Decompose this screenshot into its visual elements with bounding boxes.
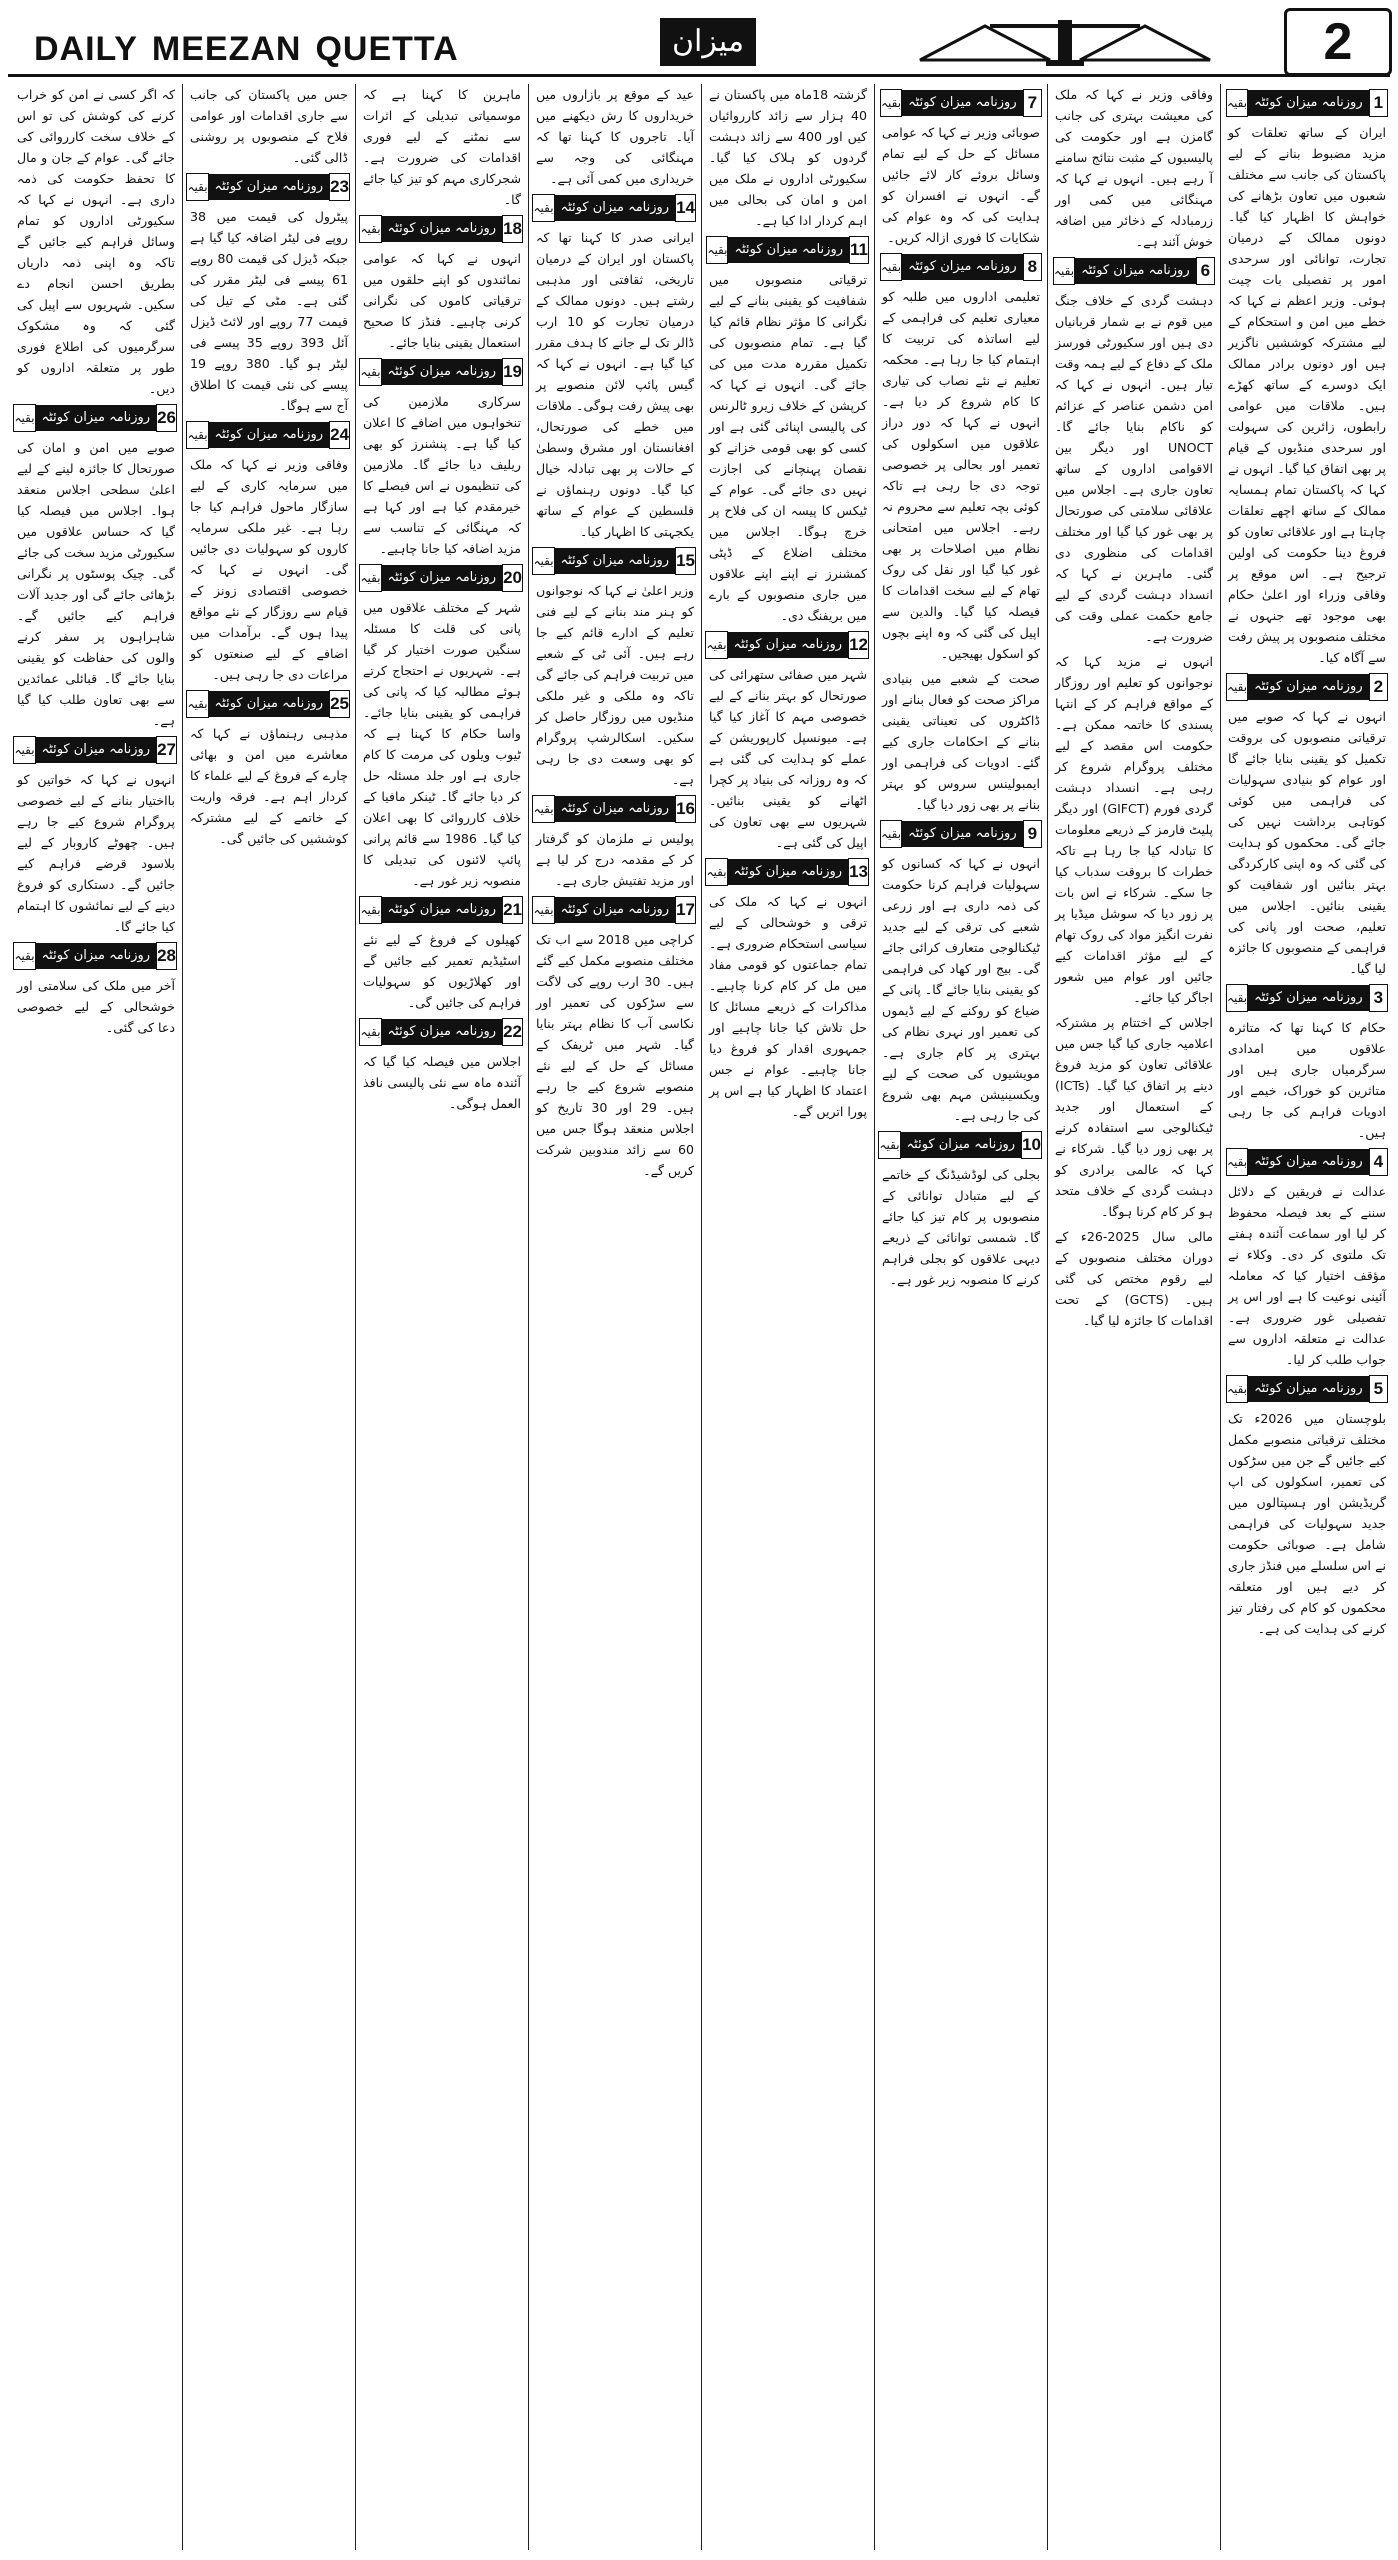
article-paragraph: صوبائی وزیر نے کہا کہ عوامی مسائل کے حل کے لیے تمام وسائل بروئے کار لائے جائیں گے۔ انہوں نے افسران کو ہدایت کی کہ وہ عوام کی شکایات کا فوری ازالہ کریں۔ (882, 125, 1040, 245)
continuation-heading (534, 796, 696, 822)
article-paragraph: وفاقی وزیر نے کہا کہ ملک کی معیشت بہتری کی جانب گامزن ہے اور حکومت کی پالیسیوں کے مثبت نتائج سامنے آ رہے ہیں۔ انہوں نے کہا کہ مہنگائی میں کمی اور زرمبادلہ کے ذخائر میں اضافہ خوش آئند ہے۔ (1055, 87, 1213, 249)
article-paragraph: گزشتہ 18ماہ میں پاکستان نے 40 ہزار سے زائد کارروائیاں کیں اور 400 سے زائد دہشت گردوں کو ہلاک کیا گیا۔ سکیورٹی اداروں نے ملک میں امن و امان کی بحالی میں اہم کردار ادا کیا ہے۔ (709, 87, 867, 228)
heading-number: 3 (1369, 984, 1388, 1012)
heading-number: 8 (1023, 253, 1042, 281)
brand-word-daily: DAILY (34, 30, 138, 68)
masthead-rule (8, 74, 1390, 77)
heading-number: 13 (848, 858, 869, 886)
article-paragraph: ایران کے ساتھ تعلقات کو مزید مضبوط بنانے کے لیے پاکستان کی جانب سے مختلف شعبوں میں تعاون بڑھانے کی خواہش کا اظہار کیا گیا۔ دونوں ممالک کے درمیان تجارت، توانائی اور سرحدی امور پر تفصیلی بات چیت ہوئی۔ وزیر اعظم نے کہا کہ خطے میں امن و استحکام کے لیے مشترکہ کوششیں ناگزیر ہیں اور دونوں برادر ممالک ایک دوسرے کے ساتھ کھڑے ہیں۔ ملاقات میں عوامی رابطوں، زائرین کی سہولت اور سرحدی منڈیوں کے قیام پر بھی اتفاق کیا گیا۔ انہوں نے کہا کہ پاکستان تمام ہمسایہ ممالک کے ساتھ اچھے تعلقات چاہتا ہے اور علاقائی تعاون کو فروغ دینا حکومت کی اولین ترجیح ہے۔ اس موقع پر وفاقی وزراء اور اعلیٰ حکام بھی موجود تھے جنہوں نے مختلف منصوبوں پر پیش رفت سے آگاہ کیا۔ (1228, 125, 1386, 665)
column-divider (874, 84, 875, 2550)
article-paragraph: بجلی کی لوڈشیڈنگ کے خاتمے کے لیے متبادل توانائی کے منصوبوں پر کام تیز کیا جائے گا۔ شمسی توانائی کے ذریعے دیہی علاقوں کو بجلی فراہم کرنے کا منصوبہ زیر غور ہے۔ (882, 1167, 1040, 1287)
article-paragraph: حکام کا کہنا تھا کہ متاثرہ علاقوں میں امدادی سرگرمیاں جاری ہیں اور متاثرین کو خوراک، خیمے اور ادویات فراہم کی جا رہی ہیں۔ (1228, 1020, 1386, 1140)
heading-tag: بقیہ (1053, 257, 1075, 285)
heading-tag: بقیہ (186, 173, 208, 201)
heading-label: روزنامہ میزان کوئٹہ (1248, 985, 1369, 1011)
heading-number: 1 (1369, 89, 1388, 117)
heading-label: روزنامہ میزان کوئٹہ (1075, 258, 1196, 284)
heading-label: روزنامہ میزان کوئٹہ (209, 422, 330, 448)
continuation-heading (361, 1019, 523, 1045)
continuation-heading (1226, 985, 1388, 1011)
continuation-heading (361, 216, 523, 242)
article-paragraph: دہشت گردی کے خلاف جنگ میں قوم نے بے شمار قربانیاں دی ہیں اور سکیورٹی فورسز ملک کے دفاع کے لیے ہمہ وقت تیار ہیں۔ انہوں نے کہا کہ امن دشمن عناصر کے عزائم کو ناکام بنایا جائے گا۔ UNOCT اور دیگر بین الاقوامی اداروں کے ساتھ تعاون جاری ہے۔ اجلاس میں علاقائی سلامتی کی صورتحال پر بھی غور کیا گیا اور مختلف اقدامات کی منظوری دی گئی۔ ماہرین نے کہا کہ انسداد دہشت گردی کے لیے جامع حکمت عملی وقت کی ضرورت ہے۔ (1055, 293, 1213, 644)
article-paragraph: عدالت نے فریقین کے دلائل سننے کے بعد فیصلہ محفوظ کر لیا اور سماعت آئندہ ہفتے تک ملتوی کر دی۔ وکلاء نے مؤقف اختیار کیا کہ معاملہ آئینی نوعیت کا ہے اور اس پر تفصیلی غور ضروری ہے۔ عدالت نے متعلقہ اداروں سے جواب طلب کر لیا۔ (1228, 1184, 1386, 1367)
column-divider (1047, 84, 1048, 2550)
column-divider (701, 84, 702, 2550)
article-paragraph: کراچی میں 2018 سے اب تک مختلف منصوبے مکمل کیے گئے ہیں۔ 30 ارب روپے کی لاگت سے سڑکوں کی تعمیر اور نکاسی آب کا نظام بہتر بنایا گیا۔ شہر میں ٹریفک کے مسائل کے حل کے لیے نئے منصوبے شروع کیے جا رہے ہیں۔ 29 اور 30 تاریخ کو اجلاس منعقد ہوگا جس میں 60 سے زائد مندوبین شرکت کریں گے۔ (536, 932, 694, 1178)
article-paragraph: کہ اگر کسی نے امن کو خراب کرنے کی کوشش کی تو اس کے خلاف سخت کارروائی کی جائے گی۔ عوام کے جان و مال کا تحفظ حکومت کی ذمہ داری ہے۔ انہوں نے کہا کہ سکیورٹی اداروں کو تمام وسائل فراہم کیے جائیں گے تاکہ وہ اپنی ذمہ داریاں بطریق احسن انجام دے سکیں۔ شہریوں سے اپیل کی گئی کہ وہ مشکوک سرگرمیوں کی اطلاع فوری طور پر متعلقہ اداروں کو دیں۔ (17, 87, 175, 396)
brand-word-meezan: MEEZAN (151, 30, 302, 68)
heading-label: روزنامہ میزان کوئٹہ (728, 859, 849, 885)
heading-number: 4 (1369, 1148, 1388, 1176)
article-paragraph: وفاقی وزیر نے کہا کہ ملک میں سرمایہ کاری کے لیے سازگار ماحول فراہم کیا جا رہا ہے۔ غیر ملکی سرمایہ کاروں کو سہولیات دی جائیں گی۔ انہوں نے کہا کہ خصوصی اقتصادی زونز کے قیام سے روزگار کے نئے مواقع پیدا ہوں گے۔ برآمدات میں اضافے کے لیے صنعتوں کو مراعات دی جا رہی ہیں۔ (190, 457, 348, 682)
heading-label: روزنامہ میزان کوئٹہ (209, 174, 330, 200)
heading-label: روزنامہ میزان کوئٹہ (901, 1132, 1022, 1158)
heading-label: روزنامہ میزان کوئٹہ (555, 796, 676, 822)
continuation-heading (188, 174, 350, 200)
article-paragraph: صوبے میں امن و امان کی صورتحال کا جائزہ لینے کے لیے اعلیٰ سطحی اجلاس منعقد ہوا۔ اجلاس میں فیصلہ کیا گیا کہ حساس علاقوں میں سکیورٹی مزید سخت کی جائے گی۔ چیک پوسٹوں پر نگرانی بڑھائی جائے گی اور جدید آلات فراہم کیے جائیں گے۔ شاہراہوں پر سفر کرنے والوں کی حفاظت کو یقینی بنایا جائے گا۔ قبائلی عمائدین سے بھی تعاون طلب کیا گیا ہے۔ (17, 440, 175, 728)
brand-word-quetta: QUETTA (315, 30, 459, 68)
heading-number: 2 (1369, 673, 1388, 701)
meezan-logo: میزان (660, 18, 756, 66)
heading-number: 19 (502, 358, 523, 386)
heading-tag: بقیہ (532, 795, 554, 823)
heading-label: روزنامہ میزان کوئٹہ (36, 943, 157, 969)
continuation-heading (361, 565, 523, 591)
continuation-heading (880, 90, 1042, 116)
heading-number: 11 (849, 236, 869, 264)
heading-tag: بقیہ (359, 896, 381, 924)
continuation-heading (15, 943, 177, 969)
page-number-badge: 2 (1284, 8, 1392, 76)
heading-label: روزنامہ میزان کوئٹہ (1248, 90, 1369, 116)
heading-label: روزنامہ میزان کوئٹہ (382, 565, 503, 591)
heading-tag: بقیہ (705, 631, 727, 659)
article-paragraph: عید کے موقع پر بازاروں میں خریداروں کا رش دیکھنے میں آیا۔ تاجروں کا کہنا تھا کہ مہنگائی کی وجہ سے خریداری میں کمی آئی ہے۔ (536, 87, 694, 186)
heading-tag: بقیہ (532, 547, 554, 575)
article-paragraph: کھیلوں کے فروغ کے لیے نئے اسٹیڈیم تعمیر کیے جائیں گے اور کھلاڑیوں کو سہولیات فراہم کی جائیں گی۔ (363, 932, 521, 1010)
heading-tag: بقیہ (880, 820, 902, 848)
heading-tag: بقیہ (13, 404, 35, 432)
article-paragraph: اجلاس میں فیصلہ کیا گیا کہ آئندہ ماہ سے نئی پالیسی نافذ العمل ہوگی۔ (363, 1054, 521, 1111)
heading-number: 27 (156, 736, 177, 764)
heading-label: روزنامہ میزان کوئٹہ (382, 359, 503, 385)
column-3 (878, 84, 1044, 2550)
continuation-heading (361, 359, 523, 385)
heading-tag: بقیہ (878, 1131, 900, 1159)
heading-label: روزنامہ میزان کوئٹہ (1248, 1149, 1369, 1175)
heading-tag: بقیہ (532, 896, 554, 924)
heading-label: روزنامہ میزان کوئٹہ (36, 405, 157, 431)
heading-label: روزنامہ میزان کوئٹہ (382, 216, 503, 242)
article-paragraph: سرکاری ملازمین کی تنخواہوں میں اضافے کا اعلان کیا گیا ہے۔ پنشنرز کو بھی ریلیف دیا جائے گا۔ ملازمین کی تنظیموں نے اس فیصلے کا خیرمقدم کیا ہے اور کہا ہے کہ مہنگائی کے تناسب سے مزید اضافہ کیا جانا چاہیے۔ (363, 394, 521, 556)
continuation-heading (188, 422, 350, 448)
column-divider (182, 84, 183, 2550)
heading-tag: بقیہ (706, 236, 728, 264)
continuation-heading (707, 237, 869, 263)
heading-tag: بقیہ (186, 421, 208, 449)
heading-label: روزنامہ میزان کوئٹہ (555, 195, 676, 221)
heading-label: روزنامہ میزان کوئٹہ (36, 737, 157, 763)
article-paragraph: انہوں نے مزید کہا کہ نوجوانوں کو تعلیم اور روزگار کے مواقع فراہم کر کے انتہا پسندی کا خاتمہ ممکن ہے۔ حکومت اس مقصد کے لیے مختلف پروگرام شروع کر رہی ہے۔ انسداد دہشت گردی فورم (GIFCT) اور دیگر پلیٹ فارمز کے ذریعے معلومات کا تبادلہ کیا جا رہا ہے تاکہ خطرات کا بروقت سدباب کیا جا سکے۔ شرکاء نے اس بات پر زور دیا کہ سوشل میڈیا پر نفرت انگیز مواد کی روک تھام کے لیے مؤثر اقدامات کیے جائیں اور عوام میں شعور اجاگر کیا جائے۔ (1055, 654, 1213, 1005)
heading-number: 18 (502, 215, 523, 243)
column-1 (1224, 84, 1390, 2550)
heading-number: 23 (329, 173, 350, 201)
continuation-heading (15, 737, 177, 763)
heading-tag: بقیہ (880, 253, 902, 281)
heading-number: 17 (675, 896, 696, 924)
heading-tag: بقیہ (532, 194, 554, 222)
heading-label: روزنامہ میزان کوئٹہ (555, 548, 676, 574)
continuation-heading (1053, 258, 1215, 284)
article-paragraph: ماہرین کا کہنا ہے کہ موسمیاتی تبدیلی کے اثرات سے نمٹنے کے لیے فوری اقدامات کی ضرورت ہے۔ شجرکاری مہم کو تیز کیا جائے گا۔ (363, 87, 521, 207)
heading-number: 26 (156, 404, 177, 432)
heading-number: 28 (156, 942, 177, 970)
heading-tag: بقیہ (705, 858, 727, 886)
column-4 (705, 84, 871, 2550)
heading-label: روزنامہ میزان کوئٹہ (1248, 674, 1369, 700)
heading-label: روزنامہ میزان کوئٹہ (209, 691, 330, 717)
article-paragraph: بلوچستان میں 2026ء تک مختلف ترقیاتی منصوبے مکمل کیے جائیں گے جن میں سڑکوں کی تعمیر، اسکولوں کی اپ گریڈیشن اور ہسپتالوں میں جدید سہولیات کی فراہمی شامل ہے۔ صوبائی حکومت نے اس سلسلے میں فنڈز جاری کر دیے ہیں اور متعلقہ محکموں کو کام کی رفتار تیز کرنے کی ہدایت کی ہے۔ (1228, 1411, 1386, 1636)
continuation-heading (707, 859, 869, 885)
heading-number: 15 (675, 547, 696, 575)
heading-number: 12 (848, 631, 869, 659)
heading-label: روزنامہ میزان کوئٹہ (555, 897, 676, 923)
article-paragraph: تعلیمی اداروں میں طلبہ کو معیاری تعلیم کی فراہمی کے لیے اساتذہ کی تربیت کا اہتمام کیا جا رہا ہے۔ محکمہ تعلیم نے نئے نصاب کی تیاری کا کام شروع کر دیا ہے۔ انہوں نے کہا کہ دور دراز علاقوں میں اسکولوں کی تعمیر اور بحالی پر خصوصی توجہ دی جا رہی ہے تاکہ کوئی بچہ تعلیم سے محروم نہ رہے۔ اجلاس میں امتحانی نظام میں اصلاحات پر بھی غور کیا گیا اور نقل کی روک تھام کے لیے سخت اقدامات کا فیصلہ کیا گیا۔ والدین سے اپیل کی گئی کہ وہ اپنے بچوں کو اسکول بھیجیں۔ (882, 289, 1040, 661)
article-paragraph: پولیس نے ملزمان کو گرفتار کر کے مقدمہ درج کر لیا ہے اور مزید تفتیش جاری ہے۔ (536, 831, 694, 888)
continuation-heading (880, 254, 1042, 280)
continuation-heading (1226, 1149, 1388, 1175)
heading-label: روزنامہ میزان کوئٹہ (902, 254, 1023, 280)
article-paragraph: آخر میں ملک کی سلامتی اور خوشحالی کے لیے خصوصی دعا کی گئی۔ (17, 978, 175, 1035)
heading-tag: بقیہ (13, 942, 35, 970)
heading-number: 21 (502, 896, 523, 924)
heading-tag: بقیہ (1226, 673, 1248, 701)
heading-number: 6 (1196, 257, 1215, 285)
continuation-heading (361, 897, 523, 923)
continuation-heading (1226, 1376, 1388, 1402)
heading-tag: بقیہ (1226, 1375, 1248, 1403)
column-divider (528, 84, 529, 2550)
heading-tag: بقیہ (880, 89, 902, 117)
article-paragraph: مذہبی رہنماؤں نے کہا کہ معاشرے میں امن و بھائی چارے کے فروغ کے لیے علماء کا کردار اہم ہے۔ فرقہ واریت کے خاتمے کے لیے مشترکہ کوششیں کی جائیں گی۔ (190, 726, 348, 846)
heading-label: روزنامہ میزان کوئٹہ (382, 1019, 503, 1045)
article-paragraph: مالی سال 2025-26ء کے دوران مختلف منصوبوں کے لیے رقوم مختص کی گئی ہیں۔ (GCTS) کے تحت اقدامات کا جائزہ لیا گیا۔ (1055, 1229, 1214, 1328)
column-divider (1220, 84, 1221, 2550)
article-paragraph: وزیر اعلیٰ نے کہا کہ نوجوانوں کو ہنر مند بنانے کے لیے فنی تعلیم کے ادارے قائم کیے جا رہے ہیں۔ آئی ٹی کے شعبے میں تربیت فراہم کی جائے گی تاکہ وہ ملکی و غیر ملکی منڈیوں میں روزگار حاصل کر سکیں۔ اسکالرشپ پروگرام کو بھی وسعت دی جا رہی ہے۔ (536, 583, 694, 787)
heading-label: روزنامہ میزان کوئٹہ (902, 90, 1023, 116)
heading-number: 9 (1023, 820, 1042, 848)
heading-tag: بقیہ (186, 690, 208, 718)
article-paragraph: شہر کے مختلف علاقوں میں پانی کی قلت کا مسئلہ سنگین صورت اختیار کر گیا ہے۔ شہریوں نے احتجاج کرتے ہوئے مطالبہ کیا کہ پانی کی فراہمی کو یقینی بنایا جائے۔ واسا حکام کا کہنا ہے کہ ٹیوب ویلوں کی مرمت کا کام جاری ہے اور جلد مسئلہ حل کر دیا جائے گا۔ ٹینکر مافیا کے خلاف کارروائی کا بھی اعلان کیا گیا۔ 1986 سے قائم پرانی پائپ لائنوں کی تبدیلی کا منصوبہ زیر غور ہے۔ (363, 600, 521, 888)
article-paragraph: ایرانی صدر کا کہنا تھا کہ پاکستان اور ایران کے درمیان تاریخی، ثقافتی اور مذہبی رشتے ہیں۔ دونوں ممالک کے درمیان تجارت کو 10 ارب ڈالر تک لے جانے کا ہدف مقرر کیا گیا ہے۔ انہوں نے کہا کہ گیس پائپ لائن منصوبے پر بھی پیش رفت ہوگی۔ ملاقات میں خطے کی صورتحال، افغانستان اور مشرق وسطیٰ کے حالات پر بھی تبادلہ خیال کیا گیا۔ دونوں رہنماؤں نے فلسطین کے عوام کے ساتھ یکجہتی کا اظہار کیا۔ (536, 230, 694, 539)
newspaper-name (34, 30, 473, 69)
heading-label: روزنامہ میزان کوئٹہ (728, 632, 849, 658)
continuation-heading (880, 821, 1042, 847)
continuation-heading (188, 691, 350, 717)
article-paragraph: انہوں نے کہا کہ خواتین کو بااختیار بنانے کے لیے خصوصی پروگرام شروع کیے جا رہے ہیں۔ چھوٹے کاروبار کے لیے بلاسود قرضے فراہم کیے جائیں گے۔ دستکاری کو فروغ دینے کے لیے نمائشوں کا اہتمام کیا جائے گا۔ (17, 772, 175, 934)
heading-tag: بقیہ (359, 215, 381, 243)
continuation-heading (1226, 674, 1388, 700)
article-paragraph: صحت کے شعبے میں بنیادی مراکز صحت کو فعال بنانے اور ڈاکٹروں کی تعیناتی یقینی بنانے کے احکامات جاری کیے گئے۔ ادویات کی فراہمی اور ایمبولینس سروس کو بہتر بنانے پر بھی زور دیا گیا۔ (882, 671, 1040, 812)
heading-label: روزنامہ میزان کوئٹہ (382, 897, 503, 923)
column-7 (186, 84, 352, 2550)
heading-tag: بقیہ (359, 1018, 381, 1046)
scales-of-justice-icon (900, 18, 1230, 68)
heading-number: 5 (1369, 1375, 1388, 1403)
column-6 (359, 84, 525, 2550)
heading-number: 7 (1023, 89, 1042, 117)
article-paragraph: انہوں نے کہا کہ ملک کی ترقی و خوشحالی کے لیے سیاسی استحکام ضروری ہے۔ تمام جماعتوں کو قومی مفاد میں مل کر کام کرنا چاہیے۔ مذاکرات کے ذریعے مسائل کا حل تلاش کیا جانا چاہیے اور جمہوری اقدار کو فروغ دیا جانا چاہیے۔ عوام نے جس اعتماد کا اظہار کیا ہے اس پر پورا اتریں گے۔ (709, 894, 867, 1119)
heading-tag: بقیہ (359, 358, 381, 386)
continuation-heading (534, 897, 696, 923)
heading-label: روزنامہ میزان کوئٹہ (902, 821, 1023, 847)
article-paragraph: انہوں نے کہا کہ عوامی نمائندوں کو اپنے حلقوں میں ترقیاتی کاموں کی نگرانی کرنی چاہیے۔ فنڈز کا صحیح استعمال یقینی بنایا جائے۔ (363, 251, 521, 350)
column-8 (13, 84, 179, 2550)
heading-tag: بقیہ (359, 564, 381, 592)
continuation-heading (707, 632, 869, 658)
article-paragraph: جس میں پاکستان کی جانب سے جاری اقدامات اور عوامی فلاح کے منصوبوں پر روشنی ڈالی گئی۔ (190, 87, 348, 165)
heading-label: روزنامہ میزان کوئٹہ (728, 237, 849, 263)
continuation-heading (534, 548, 696, 574)
heading-number: 10 (1021, 1131, 1042, 1159)
heading-number: 16 (675, 795, 696, 823)
heading-number: 14 (675, 194, 696, 222)
article-paragraph: شہر میں صفائی ستھرائی کی صورتحال کو بہتر بنانے کے لیے خصوصی مہم کا آغاز کیا گیا ہے۔ میونسپل کارپوریشن کے عملے کو ہدایت کی گئی ہے کہ وہ روزانہ کی بنیاد پر کچرا اٹھانے کو یقینی بنائیں۔ شہریوں سے بھی تعاون کی اپیل کی گئی ہے۔ (709, 667, 867, 850)
heading-number: 22 (502, 1018, 523, 1046)
column-divider (355, 84, 356, 2550)
heading-number: 25 (329, 690, 350, 718)
continuation-heading (15, 405, 177, 431)
article-paragraph: انہوں نے کہا کہ صوبے میں ترقیاتی منصوبوں کی بروقت تکمیل کو یقینی بنایا جائے گا اور عوام کو بنیادی سہولیات کی فراہمی میں کوئی کوتاہی برداشت نہیں کی جائے گی۔ محکموں کو ہدایت کی گئی کہ وہ اپنی کارکردگی بہتر بنائیں اور شفافیت کو یقینی بنائیں۔ اجلاس میں تعلیم، صحت اور پانی کی فراہمی کے منصوبوں کا جائزہ لیا گیا۔ (1228, 709, 1386, 976)
heading-tag: بقیہ (1226, 984, 1248, 1012)
heading-number: 24 (329, 421, 350, 449)
masthead (0, 0, 1398, 72)
continuation-heading (1226, 90, 1388, 116)
article-paragraph: پیٹرول کی قیمت میں 38 روپے فی لیٹر اضافہ کیا گیا ہے جبکہ ڈیزل کی قیمت 80 روپے 61 پیسے فی لیٹر مقرر کی گئی ہے۔ مٹی کے تیل کی قیمت 77 روپے اور لائٹ ڈیزل آئل 393 روپے 35 پیسے فی لیٹر ہو گیا۔ 380 روپے 19 پیسے کی نئی قیمت کا اطلاق آج سے ہوگا۔ (190, 209, 348, 413)
article-paragraph: ترقیاتی منصوبوں میں شفافیت کو یقینی بنانے کے لیے نگرانی کا مؤثر نظام قائم کیا گیا ہے۔ تمام منصوبوں کی تکمیل مقررہ مدت میں کی جائے گی۔ انہوں نے کہا کہ کرپشن کے خلاف زیرو ٹالرنس کی پالیسی اپنائی گئی ہے اور کسی کو بھی قومی خزانے کو نقصان پہنچانے کی اجازت نہیں دی جائے گی۔ عوام کے ٹیکس کا پیسہ ان کی فلاح پر خرچ ہوگا۔ اجلاس میں مختلف اضلاع کے ڈپٹی کمشنرز نے اپنے اپنے علاقوں میں جاری منصوبوں کے بارے میں بریفنگ دی۔ (709, 272, 867, 623)
continuation-heading (534, 195, 696, 221)
heading-label: روزنامہ میزان کوئٹہ (1248, 1376, 1369, 1402)
heading-tag: بقیہ (1226, 89, 1248, 117)
continuation-heading (880, 1132, 1042, 1158)
heading-tag: بقیہ (1226, 1148, 1248, 1176)
column-5 (532, 84, 698, 2550)
article-paragraph: انہوں نے کہا کہ کسانوں کو سہولیات فراہم کرنا حکومت کی ذمہ داری ہے اور زرعی شعبے کی ترقی کے لیے جدید ٹیکنالوجی متعارف کرائی جائے گی۔ بیج اور کھاد کی فراہمی کو یقینی بنایا جائے گا۔ پانی کے ضیاع کو روکنے کے لیے ڈیموں کی تعمیر اور نہری نظام کی بہتری پر کام جاری ہے۔ مویشیوں کی صحت کے لیے ویکسینیشن مہم بھی شروع کی جا رہی ہے۔ (882, 856, 1040, 1123)
column-2 (1051, 84, 1217, 2550)
article-paragraph: اجلاس کے اختتام پر مشترکہ اعلامیہ جاری کیا گیا جس میں علاقائی تعاون کو مزید فروغ دینے پر اتفاق کیا گیا۔ (ICTs) کے استعمال اور جدید ٹیکنالوجی سے استفادہ کرنے پر بھی زور دیا گیا۔ شرکاء نے کہا کہ عالمی برادری کو دہشت گردی کے خلاف متحد ہو کر کام کرنا ہوگا۔ (1055, 1015, 1213, 1219)
heading-number: 20 (502, 564, 523, 592)
heading-tag: بقیہ (13, 736, 35, 764)
